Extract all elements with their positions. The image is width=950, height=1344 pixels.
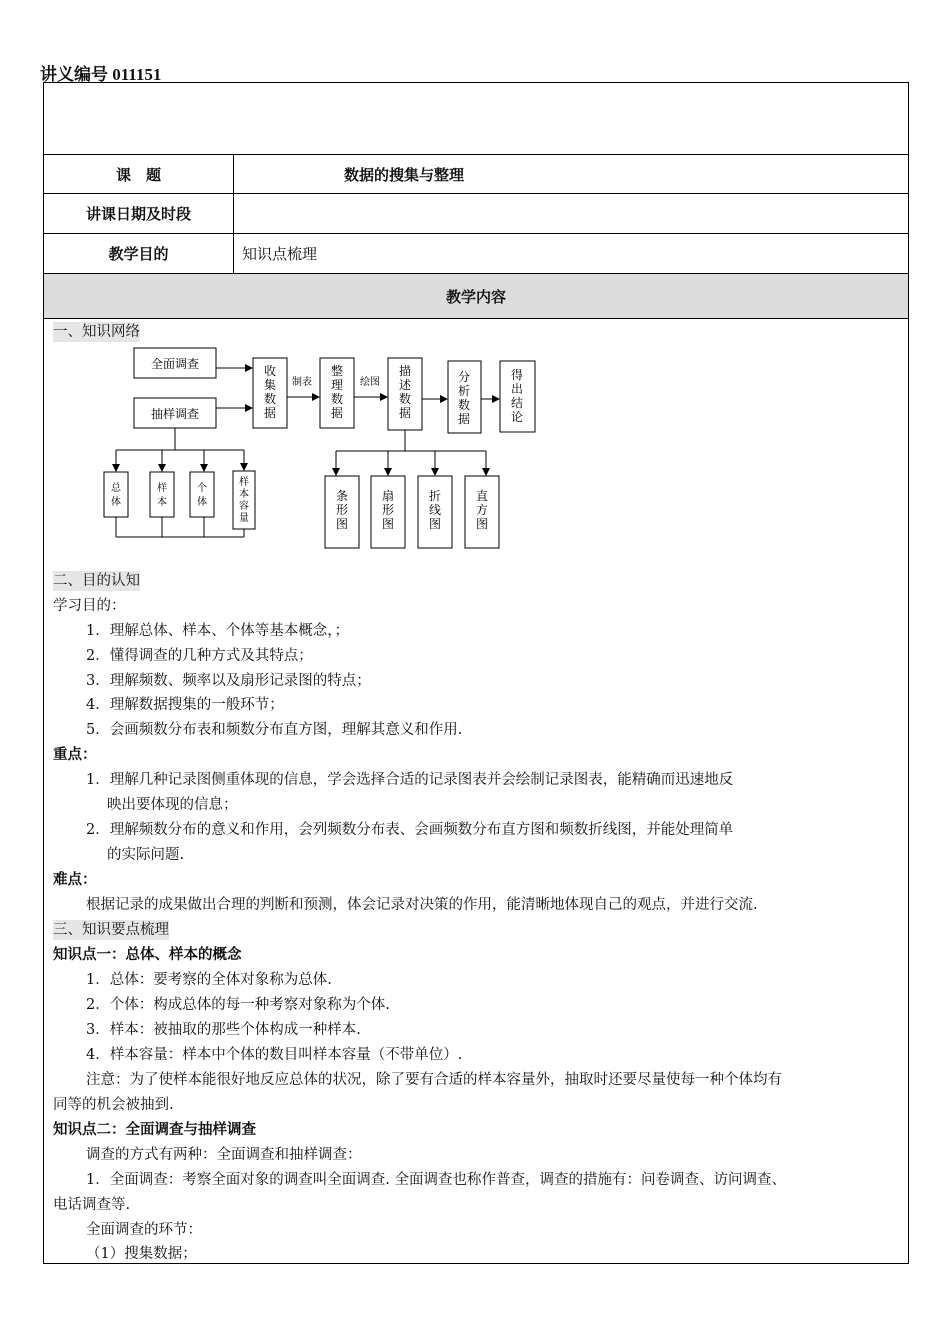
- label-sample: 样: [157, 483, 167, 494]
- label-organize-data: 据: [330, 406, 344, 420]
- label-conclusion: 结: [510, 396, 524, 410]
- label-conclusion: 出: [510, 382, 524, 396]
- label-bar-chart: 条: [335, 489, 349, 503]
- label-histogram: 方: [475, 503, 489, 517]
- label-histogram: 直: [475, 489, 489, 503]
- kp2-step: （1）搜集数据；: [86, 1246, 197, 1262]
- knowledge-network-diagram: [55, 340, 555, 555]
- kp2-intro: 调查的方式有两种：全面调查和抽样调查：: [86, 1147, 362, 1163]
- box-individual: [190, 472, 214, 517]
- goal-value: 知识点梳理: [242, 245, 318, 263]
- section-goal-awareness: 二、目的认知: [53, 573, 140, 589]
- label-analyze-data: 数: [457, 398, 471, 412]
- label-bar-chart: 形: [335, 503, 349, 517]
- difficulty-text: 根据记录的成果做出合理的判断和预测，体会记录对决策的作用，能清晰地体现自己的观点，并进行交流.: [86, 897, 758, 913]
- label-individual: 体: [197, 497, 207, 508]
- label-tabulate: 制表: [292, 377, 312, 388]
- label-draw: 绘图: [360, 377, 380, 388]
- label-conclusion: 论: [510, 410, 524, 424]
- label-population: 总: [111, 483, 121, 494]
- label-analyze-data: 据: [457, 412, 471, 426]
- label-line-chart: 折: [428, 489, 442, 503]
- goal-row: [44, 234, 908, 274]
- goal-label: 教学目的: [44, 234, 234, 273]
- label-full-survey: 全面调查: [150, 357, 200, 371]
- section-knowledge-network: 一、知识网络: [53, 324, 140, 340]
- label-collect-data: 据: [263, 406, 277, 420]
- box-population: [104, 472, 128, 517]
- label-histogram: 图: [475, 517, 489, 531]
- label-pie-chart: 形: [381, 503, 395, 517]
- kp2-item-cont: 电话调查等.: [53, 1197, 131, 1213]
- label-sample-size: 样: [239, 477, 249, 488]
- kp1-note: 注意：为了使样本能很好地反应总体的状况，除了要有合适的样本容量外，抽取时还要尽量使每一种个体均有: [86, 1072, 782, 1088]
- label-pie-chart: 扇: [381, 489, 395, 503]
- label-sample-size: 本: [239, 489, 249, 500]
- label-analyze-data: 分: [457, 370, 471, 384]
- label-sample-size: 容: [239, 501, 249, 512]
- kp1-item: 4．样本容量：样本中个体的数目叫样本容量（不带单位）.: [86, 1047, 463, 1063]
- kp1-item: 2．个体：构成总体的每一种考察对象称为个体.: [86, 997, 390, 1013]
- key-points-label: 重点：: [53, 747, 97, 763]
- blank-row: [44, 83, 908, 155]
- kp2-item: 1．全面调查：考察全面对象的调查叫全面调查. 全面调查也称作普查，调查的措施有：问卷调查、访问调查、: [86, 1172, 786, 1188]
- kp1-item: 3．样本：被抽取的那些个体构成一种样本.: [86, 1022, 361, 1038]
- label-organize-data: 数: [330, 392, 344, 406]
- label-sample-survey: 抽样调查: [150, 407, 200, 421]
- label-organize-data: 理: [330, 378, 344, 392]
- content-header: 教学内容: [44, 274, 908, 319]
- study-goal-item: 2．懂得调查的几种方式及其特点；: [86, 648, 313, 664]
- label-conclusion: 得: [510, 368, 524, 382]
- kp2-steps-label: 全面调查的环节：: [86, 1222, 202, 1238]
- section-key-knowledge: 三、知识要点梳理: [53, 922, 169, 938]
- label-collect-data: 数: [263, 392, 277, 406]
- topic-value: 数据的搜集与整理: [344, 165, 465, 184]
- label-line-chart: 图: [428, 517, 442, 531]
- label-organize-data: 整: [330, 364, 344, 378]
- kp1-item: 1．总体：要考察的全体对象称为总体.: [86, 972, 332, 988]
- study-goal-item: 1．理解总体、样本、个体等基本概念，；: [86, 623, 349, 639]
- key-point-item-cont: 映出要体现的信息；: [107, 797, 238, 813]
- kp2-title: 知识点二：全面调查与抽样调查: [53, 1122, 256, 1138]
- label-individual: 个: [197, 483, 207, 494]
- label-analyze-data: 析: [457, 384, 471, 398]
- kp1-title: 知识点一：总体、样本的概念: [53, 947, 242, 963]
- topic-label: 课 题: [44, 155, 234, 193]
- label-collect-data: 集: [263, 378, 277, 392]
- kp1-note-cont: 同等的机会被抽到.: [53, 1097, 174, 1113]
- label-line-chart: 线: [428, 503, 442, 517]
- study-goal-item: 4．理解数据搜集的一般环节；: [86, 697, 284, 713]
- key-point-item: 2．理解频数分布的意义和作用，会列频数分布表、会画频数分布直方图和频数折线图，并能处理简单: [86, 822, 734, 838]
- label-describe-data: 据: [398, 406, 412, 420]
- difficulty-label: 难点：: [53, 872, 97, 888]
- label-sample-size: 量: [239, 513, 249, 524]
- label-describe-data: 述: [398, 378, 412, 392]
- date-row: [44, 194, 908, 234]
- date-label: 讲课日期及时段: [44, 194, 234, 233]
- box-sample: [150, 472, 174, 517]
- study-goal-label: 学习目的：: [53, 598, 126, 614]
- label-bar-chart: 图: [335, 517, 349, 531]
- label-population: 体: [111, 497, 121, 508]
- study-goal-item: 3．理解频数、频率以及扇形记录图的特点；: [86, 673, 371, 689]
- label-describe-data: 描: [398, 364, 412, 378]
- study-goal-item: 5．会画频数分布表和频数分布直方图，理解其意义和作用.: [86, 722, 463, 738]
- topic-row: [44, 155, 908, 194]
- label-describe-data: 数: [398, 392, 412, 406]
- label-collect-data: 收: [263, 364, 277, 378]
- label-sample: 本: [157, 497, 167, 508]
- label-pie-chart: 图: [381, 517, 395, 531]
- doc-number: 讲义编号 011151: [40, 65, 162, 84]
- key-point-item-cont: 的实际问题.: [107, 847, 185, 863]
- key-point-item: 1．理解几种记录图侧重体现的信息，学会选择合适的记录图表并会绘制记录图表，能精确而迅速地反: [86, 772, 734, 788]
